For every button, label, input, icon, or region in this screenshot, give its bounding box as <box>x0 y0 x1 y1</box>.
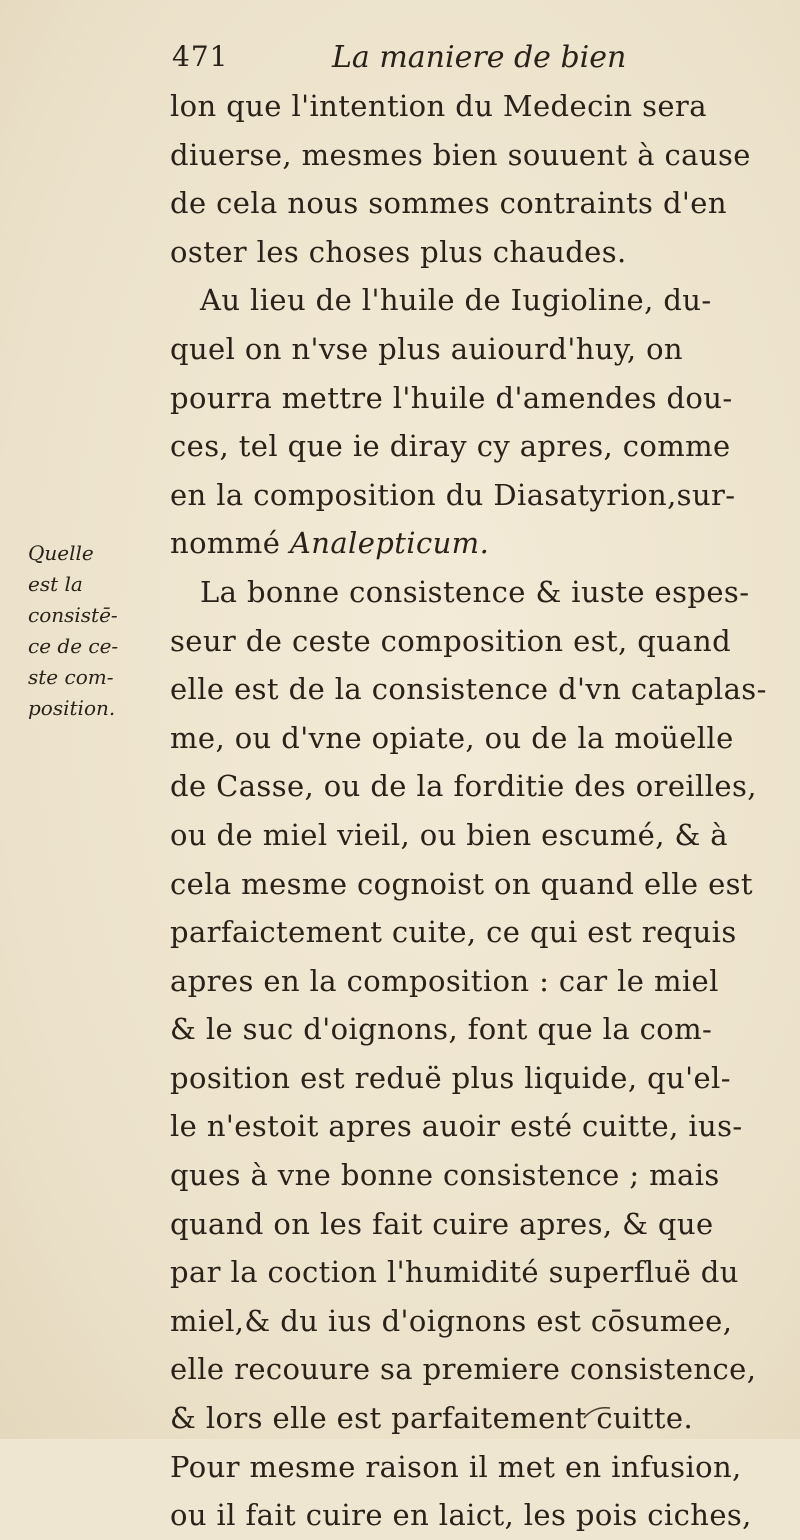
text-line-content: & lors elle est parfaitement cuitte. <box>170 1401 694 1436</box>
text-line <box>170 131 770 180</box>
text-line <box>170 519 770 568</box>
text-line-content: elle recouure sa premiere consistence, <box>170 1352 757 1387</box>
text-line <box>170 957 770 1006</box>
text-line-content: le n'estoit apres auoir esté cuitte, ius- <box>170 1109 743 1144</box>
text-line-content: ces, tel que ie diray cy apres, comme <box>170 429 731 464</box>
text-line <box>170 1297 770 1346</box>
text-line <box>170 1248 770 1297</box>
text-line <box>170 325 770 374</box>
text-line <box>170 1054 770 1103</box>
text-line <box>170 1200 770 1249</box>
text-line-content: de Casse, ou de la forditie des oreilles, <box>170 769 757 804</box>
text-line <box>170 374 770 423</box>
text-line <box>170 1102 770 1151</box>
text-line-content: seur de ceste composition est, quand <box>170 623 732 658</box>
text-line <box>170 1394 770 1443</box>
text-line <box>170 471 770 520</box>
text-line-content: me, ou d'vne opiate, ou de la moüelle <box>170 720 734 755</box>
text-line-content: La bonne consistence & iuste espes- <box>200 574 750 609</box>
text-line-content: quel on n'vse plus auiourd'huy, on <box>170 331 684 366</box>
text-line <box>170 1491 770 1540</box>
margin-note <box>28 538 164 724</box>
margin-note-line: ce de ce- <box>28 634 119 658</box>
text-line-content: apres en la composition : car le miel <box>170 963 719 998</box>
ink-mark <box>580 1402 620 1422</box>
italic-term: Analepticum. <box>289 526 490 561</box>
text-line-content: de cela nous sommes contraints d'en <box>170 186 727 221</box>
body-text <box>170 82 770 1540</box>
text-line-content: en la composition du Diasatyrion,sur- <box>170 477 736 512</box>
text-line-content: & le suc d'oignons, font que la com- <box>170 1012 713 1047</box>
text-line-content: pourra mettre l'huile d'amendes dou- <box>170 380 733 415</box>
text-line-content: ou il fait cuire en laict, les pois ciches, <box>170 1498 752 1533</box>
margin-note-line: est la <box>28 572 83 596</box>
text-line-content: lon que l'intention du Medecin sera <box>170 89 707 123</box>
text-line <box>170 762 770 811</box>
text-line <box>170 179 770 228</box>
text-line-content: par la coction l'humidité superfluë du <box>170 1255 739 1290</box>
text-line <box>170 568 770 617</box>
text-line-content: Pour mesme raison il met en infusion, <box>170 1449 742 1484</box>
text-line <box>170 1151 770 1200</box>
text-line <box>170 276 770 325</box>
text-line <box>170 1345 770 1394</box>
margin-note-line: ste com- <box>28 665 114 689</box>
text-line-content: oster les choses plus chaudes. <box>170 234 627 269</box>
text-line-content: miel,& du ius d'oignons est cōsumee, <box>170 1303 733 1338</box>
text-line-content: parfaictement cuite, ce qui est requis <box>170 915 737 950</box>
text-line-content: diuerse, mesmes bien souuent à cause <box>170 137 751 172</box>
text-line <box>170 617 770 666</box>
text-line-content: ou de miel vieil, ou bien escumé, & à <box>170 817 728 852</box>
margin-note-line: position. <box>28 696 116 720</box>
text-line <box>170 714 770 763</box>
text-line <box>170 908 770 957</box>
text-line <box>170 1005 770 1054</box>
text-line <box>170 811 770 860</box>
margin-note-line: consistē- <box>28 603 118 627</box>
text-line-content: quand on les fait cuire apres, & que <box>170 1206 714 1241</box>
text-line-content: nommé <box>170 526 290 561</box>
text-line-content: Au lieu de l'huile de Iugioline, du- <box>200 283 712 318</box>
text-line <box>170 422 770 471</box>
text-line <box>170 82 770 131</box>
text-line <box>170 1443 770 1492</box>
text-line <box>170 228 770 277</box>
text-line-content: position est reduë plus liquide, qu'el- <box>170 1060 731 1095</box>
text-line-content: cela mesme cognoist on quand elle est <box>170 866 753 901</box>
text-line-content: elle est de la consistence d'vn cataplas- <box>170 672 767 707</box>
margin-note-line: Quelle <box>28 541 94 565</box>
running-title: La maniere de bien <box>332 40 627 75</box>
text-line <box>170 860 770 909</box>
text-line-content: ques à vne bonne consistence ; mais <box>170 1158 720 1193</box>
running-head <box>172 40 732 84</box>
text-line <box>170 665 770 714</box>
page-number: 471 <box>172 40 229 73</box>
